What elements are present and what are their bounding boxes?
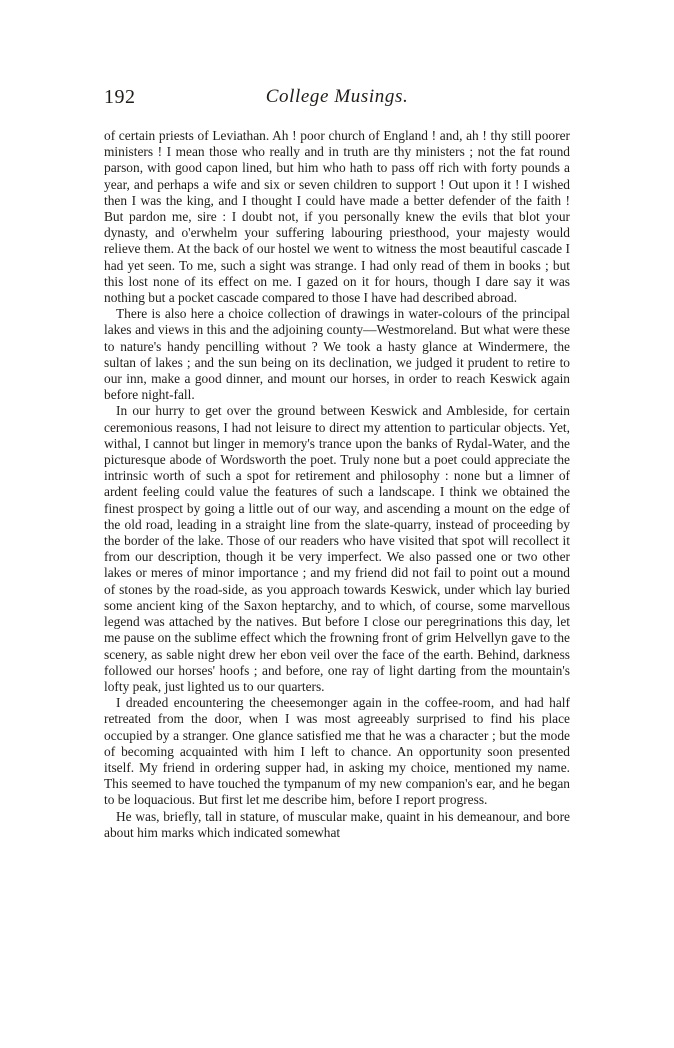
paragraph-5: He was, briefly, tall in stature, of muscular make, quaint in his demeanour, and bore about him marks which indicated somewhat <box>104 808 570 840</box>
paragraph-1: of certain priests of Leviathan. Ah ! poor church of England ! and, ah ! thy still poorer ministers ! I mean those who really and in truth are thy ministers ; not the fat round parson, with good capon lined, but him who hath to pass off rich with forty pounds a year, and perhaps a wife and six or seven children to support ! Out upon it ! I wished then I was the king, and I thought I could have made a better defender of the faith ! But pardon me, sire : I doubt not, if you personally knew the evils that blot your dynasty, and o'erwhelm your suffering labouring priesthood, your majesty would relieve them. At the back of our hostel we went to witness the most beautiful cascade I had yet seen. To me, such a sight was strange. I had only read of them in books ; but this lost none of its effect on me. I gazed on it for hours, though I dare say it was nothing but a pocket cascade compared to those I have had described abroad. <box>104 128 570 306</box>
paragraph-4: I dreaded encountering the cheesemonger again in the coffee-room, and had half retreated from the door, when I was most agreeably surprised to find his place occupied by a stranger. One glance satisfied me that he was a character ; but the mode of becoming acquainted with him I left to chance. An opportunity soon presented itself. My friend in ordering supper had, in asking my choice, mentioned my name. This seemed to have touched the tympanum of my new companion's ear, and he began to be loquacious. But first let me describe him, before I report progress. <box>104 695 570 808</box>
paragraph-3: In our hurry to get over the ground between Keswick and Ambleside, for certain ceremonious reasons, I had not leisure to direct my attention to particular objects. Yet, withal, I cannot but linger in memory's trance upon the banks of Rydal-Water, and the picturesque abode of Wordsworth the poet. Truly none but a poet could appreciate the intrinsic worth of such a spot for retirement and philosophy : none but a limner of ardent feeling could value the features of such a landscape. I think we obtained the finest prospect by going a little out of our way, and ascending a mount on the edge of the old road, leading in a straight line from the slate-quarry, instead of proceeding by the border of the lake. Those of our readers who have visited that spot will recollect it from our description, though it be very imperfect. We also passed one or two other lakes or meres of minor importance ; and my friend did not fail to point out a mound of stones by the road-side, as you approach towards Keswick, under which lay buried some ancient king of the Saxon heptarchy, and to which, of course, some marvellous legend was attached by the natives. But before I close our peregrinations this day, let me pause on the sublime effect which the frowning front of grim Helvellyn gave to the scenery, as sable night drew her ebon veil over the face of the earth. Behind, darkness followed our horses' hoofs ; and before, one ray of light darting from the mountain's lofty peak, just lighted us to our quarters. <box>104 403 570 694</box>
paragraph-2: There is also here a choice collection of drawings in water-colours of the principal lakes and views in this and the adjoining county—Westmoreland. But what were these to nature's handy pencilling without ? We took a hasty glance at Windermere, the sultan of lakes ; and the sun being on its declination, we judged it prudent to retire to our inn, make a good dinner, and mount our horses, in order to reach Keswick again before night-fall. <box>104 306 570 403</box>
page-header <box>104 86 570 112</box>
body-text <box>104 128 570 841</box>
page-number: 192 <box>104 86 136 108</box>
running-title: College Musings. <box>265 86 409 107</box>
